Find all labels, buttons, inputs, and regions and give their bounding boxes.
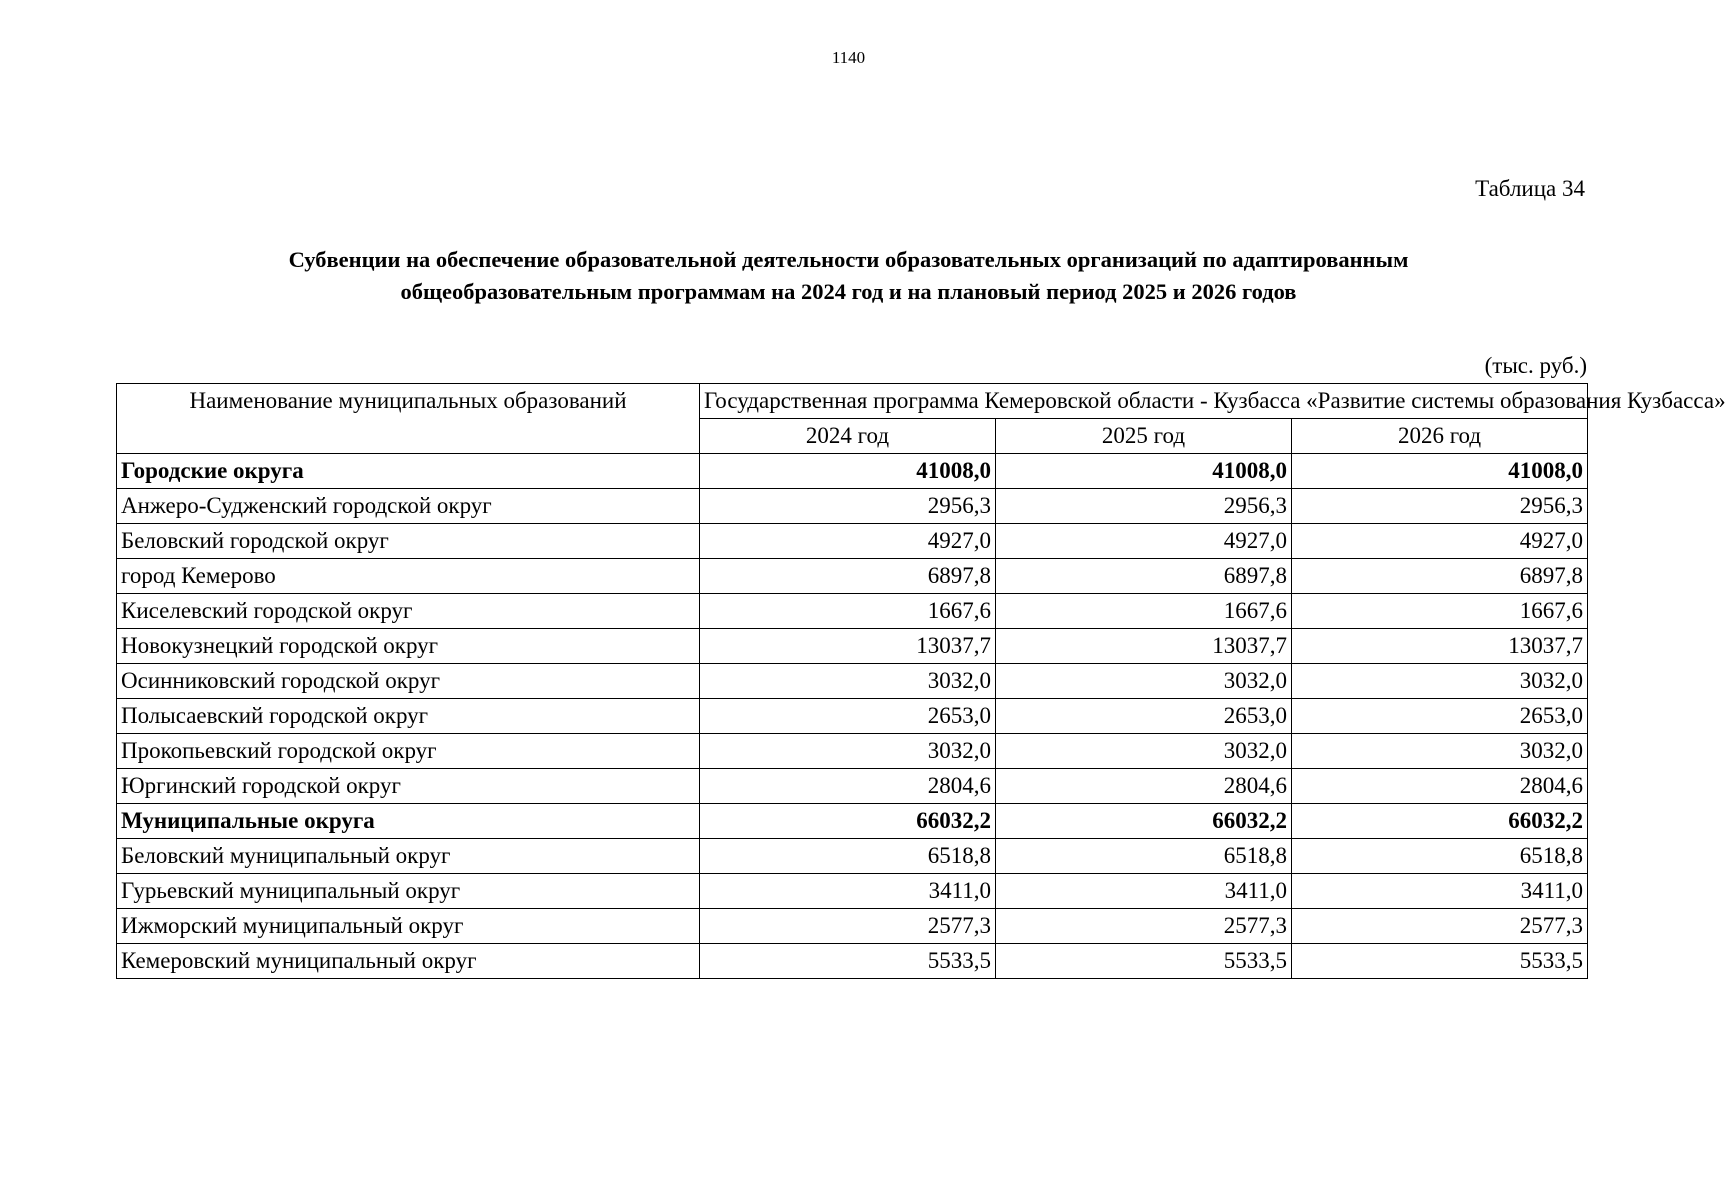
table-header-row xyxy=(117,384,1588,419)
header-year-2024: 2024 год xyxy=(700,419,996,454)
value-2024-cell: 3032,0 xyxy=(700,664,996,699)
value-2026-cell: 66032,2 xyxy=(1292,804,1588,839)
value-2026-cell: 2653,0 xyxy=(1292,699,1588,734)
value-2024-cell: 41008,0 xyxy=(700,454,996,489)
value-2026-cell: 1667,6 xyxy=(1292,594,1588,629)
value-2026-cell: 5533,5 xyxy=(1292,944,1588,979)
municipality-name-cell: Прокопьевский городской округ xyxy=(117,734,700,769)
municipality-name-cell: Гурьевский муниципальный округ xyxy=(117,874,700,909)
table-row xyxy=(117,874,1588,909)
subvention-table xyxy=(116,383,1726,979)
value-2025-cell: 1667,6 xyxy=(996,594,1292,629)
value-2026-cell: 4927,0 xyxy=(1292,524,1588,559)
municipality-name-cell: Кемеровский муниципальный округ xyxy=(117,944,700,979)
value-2024-cell: 2653,0 xyxy=(700,699,996,734)
municipality-name-cell: Полысаевский городской округ xyxy=(117,699,700,734)
municipality-name-cell: Муниципальные округа xyxy=(117,804,700,839)
value-2024-cell: 66032,2 xyxy=(700,804,996,839)
value-2026-cell: 6897,8 xyxy=(1292,559,1588,594)
value-2024-cell: 3032,0 xyxy=(700,734,996,769)
value-2026-cell: 13037,7 xyxy=(1292,629,1588,664)
value-2025-cell: 5533,5 xyxy=(996,944,1292,979)
municipality-name-cell: Ижморский муниципальный округ xyxy=(117,909,700,944)
municipality-name-cell: Киселевский городской округ xyxy=(117,594,700,629)
value-2026-cell: 3032,0 xyxy=(1292,734,1588,769)
municipality-name-cell: Новокузнецкий городской округ xyxy=(117,629,700,664)
municipality-name-cell: город Кемерово xyxy=(117,559,700,594)
value-2024-cell: 2804,6 xyxy=(700,769,996,804)
table-row xyxy=(117,594,1588,629)
document-title-line-1: Субвенции на обеспечение образовательной деятельности образовательных организаций по адаптированным xyxy=(288,247,1409,272)
value-2025-cell: 13037,7 xyxy=(996,629,1292,664)
table-group-row xyxy=(117,804,1588,839)
value-2026-cell: 3032,0 xyxy=(1292,664,1588,699)
value-2026-cell: 6518,8 xyxy=(1292,839,1588,874)
value-2025-cell: 2804,6 xyxy=(996,769,1292,804)
units-label: (тыс. руб.) xyxy=(1484,353,1587,378)
header-state-program: Государственная программа Кемеровской области - Кузбасса «Развитие системы образования Кузбасса» xyxy=(700,384,1588,419)
table-row xyxy=(117,489,1588,524)
value-2024-cell: 13037,7 xyxy=(700,629,996,664)
municipality-name-cell: Осинниковский городской округ xyxy=(117,664,700,699)
value-2025-cell: 2956,3 xyxy=(996,489,1292,524)
municipality-name-cell: Городские округа xyxy=(117,454,700,489)
value-2024-cell: 5533,5 xyxy=(700,944,996,979)
document-title-line-2: общеобразовательным программам на 2024 год и на плановый период 2025 и 2026 годов xyxy=(400,279,1297,304)
table-row xyxy=(117,699,1588,734)
table-row xyxy=(117,839,1588,874)
value-2026-cell: 2956,3 xyxy=(1292,489,1588,524)
municipality-name-cell: Юргинский городской округ xyxy=(117,769,700,804)
municipality-name-cell: Беловский муниципальный округ xyxy=(117,839,700,874)
value-2025-cell: 3411,0 xyxy=(996,874,1292,909)
table-row xyxy=(117,944,1588,979)
table-row xyxy=(117,664,1588,699)
header-year-2026: 2026 год xyxy=(1292,419,1588,454)
value-2024-cell: 3411,0 xyxy=(700,874,996,909)
value-2026-cell: 2577,3 xyxy=(1292,909,1588,944)
page-number: 1140 xyxy=(831,48,866,67)
value-2025-cell: 3032,0 xyxy=(996,734,1292,769)
header-year-2025: 2025 год xyxy=(996,419,1292,454)
value-2024-cell: 2956,3 xyxy=(700,489,996,524)
value-2026-cell: 2804,6 xyxy=(1292,769,1588,804)
table-row xyxy=(117,734,1588,769)
document-title xyxy=(160,244,1537,308)
value-2025-cell: 6518,8 xyxy=(996,839,1292,874)
value-2025-cell: 4927,0 xyxy=(996,524,1292,559)
table-row xyxy=(117,524,1588,559)
table-row xyxy=(117,629,1588,664)
header-municipality-name: Наименование муниципальных образований xyxy=(117,384,700,454)
table-row xyxy=(117,909,1588,944)
table-group-row xyxy=(117,454,1588,489)
municipality-name-cell: Беловский городской округ xyxy=(117,524,700,559)
value-2024-cell: 2577,3 xyxy=(700,909,996,944)
value-2025-cell: 2577,3 xyxy=(996,909,1292,944)
municipality-name-cell: Анжеро-Судженский городской округ xyxy=(117,489,700,524)
table-body xyxy=(117,454,1588,979)
table-row xyxy=(117,769,1588,804)
value-2025-cell: 6897,8 xyxy=(996,559,1292,594)
value-2024-cell: 6518,8 xyxy=(700,839,996,874)
value-2024-cell: 6897,8 xyxy=(700,559,996,594)
table-row xyxy=(117,559,1588,594)
value-2025-cell: 3032,0 xyxy=(996,664,1292,699)
value-2024-cell: 4927,0 xyxy=(700,524,996,559)
value-2026-cell: 3411,0 xyxy=(1292,874,1588,909)
value-2024-cell: 1667,6 xyxy=(700,594,996,629)
value-2025-cell: 66032,2 xyxy=(996,804,1292,839)
table-label: Таблица 34 xyxy=(1475,176,1585,201)
value-2025-cell: 2653,0 xyxy=(996,699,1292,734)
value-2026-cell: 41008,0 xyxy=(1292,454,1588,489)
value-2025-cell: 41008,0 xyxy=(996,454,1292,489)
